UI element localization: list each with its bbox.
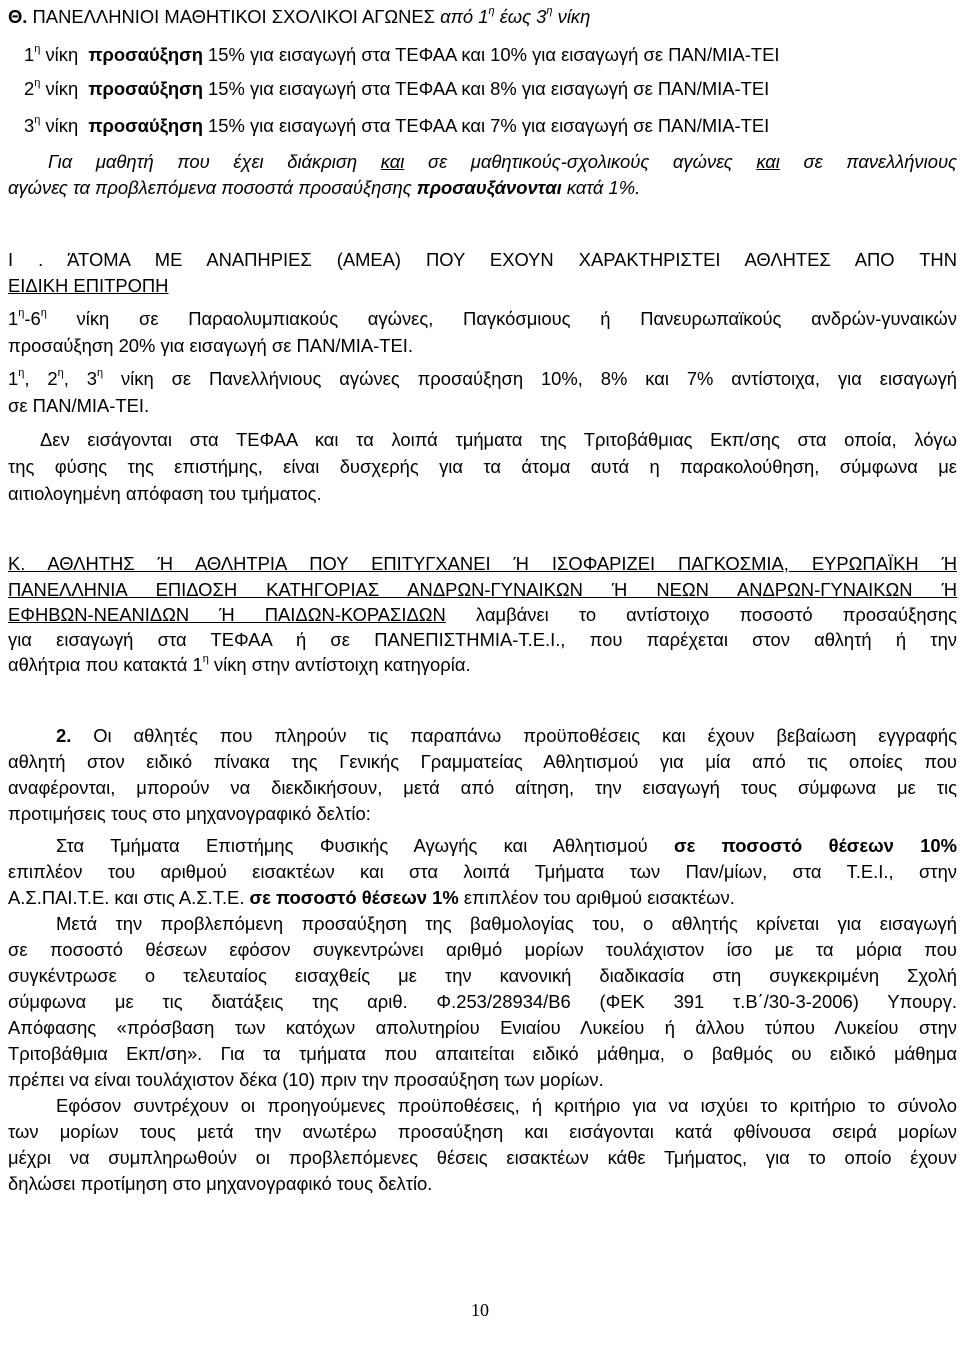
two-line-2: αθλητή στον ειδικό πίνακα της Γενικής Γραμματείας Αθλητισμού για μία από τις οποίες που <box>8 751 957 772</box>
last-line-3: μέχρι να συμπληρωθούν οι προβλεπόμενες θέσεις εισακτέων κάθε Τμήματος, για το οποίο έχουν <box>8 1147 957 1168</box>
tefaa-line-2: επιπλέον του αριθμού εισακτέων και στα λοιπά Τμήματα των Παν/μίων, στα Τ.Ε.Ι., στην <box>8 861 957 882</box>
section-iota-heading-line-1: Ι . ΆΤΟΜΑ ΜΕ ΑΝΑΠΗΡΙΕΣ (ΑΜΕΑ) ΠΟΥ ΕΧΟΥΝ ΧΑΡΑΚΤΗΡΙΣΤΕΙ ΑΘΛΗΤΕΣ ΑΠΟ ΤΗΝ <box>8 249 957 270</box>
iota-p1-line-2: προσαύξηση 20% για εισαγωγή σε ΠΑΝ/ΜΙΑ-ΤΕΙ. <box>8 335 413 356</box>
tefaa-line-3: Α.Σ.ΠΑΙ.Τ.Ε. και στις Α.Σ.Τ.Ε. σε ποσοστό θέσεων 1% επιπλέον του αριθμού εισακτέων. <box>8 887 735 908</box>
section-kappa-line-5: αθλήτρια που κατακτά $1^\eta$ νίκη στην αντίστοιχη κατηγορία. <box>8 652 471 675</box>
after-line-7: πρέπει να είναι τουλάχιστον δέκα (10) πριν την προσαύξηση των μορίων. <box>8 1069 604 1090</box>
tefaa-line-1: Στα Τμήματα Επιστήμης Φυσικής Αγωγής και Αθλητισμού σε ποσοστό θέσεων 10% <box>56 835 957 856</box>
after-line-5: Απόφασης «πρόσβαση των κατόχων απολυτηρίου Ενιαίου Λυκείου ή άλλου τύπου Λυκείου στην <box>8 1017 957 1038</box>
two-line-3: αναφέρονται, μπορούν να διεκδικήσουν, μετά από αίτηση, την εισαγωγή τους σύμφωνα με τις <box>8 777 957 798</box>
section-kappa-line-1: Κ. ΑΘΛΗΤΗΣ Ή ΑΘΛΗΤΡΙΑ ΠΟΥ ΕΠΙΤΥΓΧΑΝΕΙ Ή ΙΣΟΦΑΡΙΖΕΙ ΠΑΓΚΟΣΜΙΑ, ΕΥΡΩΠΑΪΚΗ Ή <box>8 553 957 574</box>
section-kappa-line-3: ΕΦΗΒΩΝ-ΝΕΑΝΙΔΩΝ Ή ΠΑΙΔΩΝ-ΚΟΡΑΣΙΔΩΝ λαμβάνει το αντίστοιχο ποσοστό προσαύξησης <box>8 604 957 625</box>
after-line-4: σύμφωνα με τις διατάξεις της αριθ. Φ.253/28934/Β6 (ΦΕΚ 391 τ.Β΄/30-3-2006) Υπουργ. <box>8 991 957 1012</box>
iota-p1-line-1: $1^\eta-6^\eta$ νίκη σε Παραολυμπιακούς αγώνες, Παγκόσμιους ή Πανευρωπαϊκούς ανδρών-γυναικών <box>8 306 957 329</box>
after-line-3: συγκέντρωσε ο τελευταίος εισαχθείς με την κανονική διαδικασία στη συγκεκριμένη Σχολή <box>8 965 957 986</box>
section-iota-heading-line-2: ΕΙΔΙΚΗ ΕΠΙΤΡΟΠΗ <box>8 275 169 296</box>
section-kappa-line-2: ΠΑΝΕΛΛΗΝΙΑ ΕΠΙΔΟΣΗ ΚΑΤΗΓΟΡΙΑΣ ΑΝΔΡΩΝ-ΓΥΝΑΙΚΩΝ Ή ΝΕΩΝ ΑΝΔΡΩΝ-ΓΥΝΑΙΚΩΝ Ή <box>8 579 957 600</box>
two-line-4: προτιμήσεις τους στο μηχανογραφικό δελτίο: <box>8 803 371 824</box>
after-line-6: Τριτοβάθμια Εκπ/ση». Για τα τμήματα που απαιτείται ειδικό μάθημα, ο βαθμός ου ειδικό μάθημα <box>8 1043 957 1064</box>
iota-p3-line-1: Δεν εισάγονται στα ΤΕΦΑΑ και τα λοιπά τμήματα της Τριτοβάθμιας Εκπ/σης στα οποία, λόγω <box>40 429 957 450</box>
iota-p2-line-1: $1^\eta$, $2^\eta$, $3^\eta$ νίκη σε Πανελλήνιους αγώνες προσαύξηση 10%, 8% και 7% αντίστοιχα, για εισαγωγή <box>8 366 957 389</box>
last-line-1: Εφόσον συντρέχουν οι προηγούμενες προϋποθέσεις, ή κριτήριο για να ισχύει το κριτήριο το σύνολο <box>56 1095 957 1116</box>
after-line-2: σε ποσοστό θέσεων εφόσον συγκεντρώνει αριθμό μορίων τουλάχιστον ίσο με τα μόρια που <box>8 939 957 960</box>
theta-note-line-1: Για μαθητή που έχει διάκριση και σε μαθητικούς-σχολικούς αγώνες και σε πανελλήνιους <box>48 151 958 172</box>
iota-p3-line-3: αιτιολογημένη απόφαση του τμήματος. <box>8 483 322 504</box>
after-line-1: Μετά την προβλεπόμενη προσαύξηση της βαθμολογίας του, ο αθλητής κρίνεται για εισαγωγή <box>56 913 957 934</box>
theta-note-line-2: αγώνες τα προβλεπόμενα ποσοστά προσαύξησης προσαυξάνονται κατά 1%. <box>8 177 641 198</box>
two-line-1: 2. Οι αθλητές που πληρούν τις παραπάνω προϋποθέσεις και έχουν βεβαίωση εγγραφής <box>56 725 957 746</box>
section-kappa-line-4: για εισαγωγή στα ΤΕΦΑΑ ή σε ΠΑΝΕΠΙΣΤΗΜΙΑ-Τ.Ε.Ι., που παρέχεται στον αθλητή ή την <box>8 629 957 650</box>
iota-p3-line-2: της φύσης της επιστήμης, είναι δυσχερής για τα άτομα αυτά η παρακολούθηση, σύμφωνα με <box>8 456 957 477</box>
theta-row-2: $2^\eta$ νίκη προσαύξηση 15% για εισαγωγή στα ΤΕΦΑΑ και 8% για εισαγωγή σε ΠΑΝ/ΜΙΑ-ΤΕΙ <box>24 76 770 99</box>
section-theta-heading: Θ. ΠΑΝΕΛΛΗΝΙΟΙ ΜΑΘΗΤΙΚΟΙ ΣΧΟΛΙΚΟΙ ΑΓΩΝΕΣ από $1^\eta$ έως $3^\eta$ νίκη <box>8 4 591 27</box>
theta-row-3: $3^\eta$ νίκη προσαύξηση 15% για εισαγωγή στα ΤΕΦΑΑ και 7% για εισαγωγή σε ΠΑΝ/ΜΙΑ-ΤΕΙ <box>24 113 770 136</box>
theta-row-1: $1^\eta$ νίκη προσαύξηση 15% για εισαγωγή στα ΤΕΦΑΑ και 10% για εισαγωγή σε ΠΑΝ/ΜΙΑ-ΤΕΙ <box>24 42 780 65</box>
iota-p2-line-2: σε ΠΑΝ/ΜΙΑ-ΤΕΙ. <box>8 395 150 416</box>
page-number: 10 <box>471 1300 489 1320</box>
last-line-4: δηλώσει προτίμηση στο μηχανογραφικό τους δελτίο. <box>8 1173 433 1194</box>
last-line-2: των μορίων τους μετά την ανωτέρω προσαύξηση και εισάγονται κατά φθίνουσα σειρά μορίων <box>8 1121 957 1142</box>
